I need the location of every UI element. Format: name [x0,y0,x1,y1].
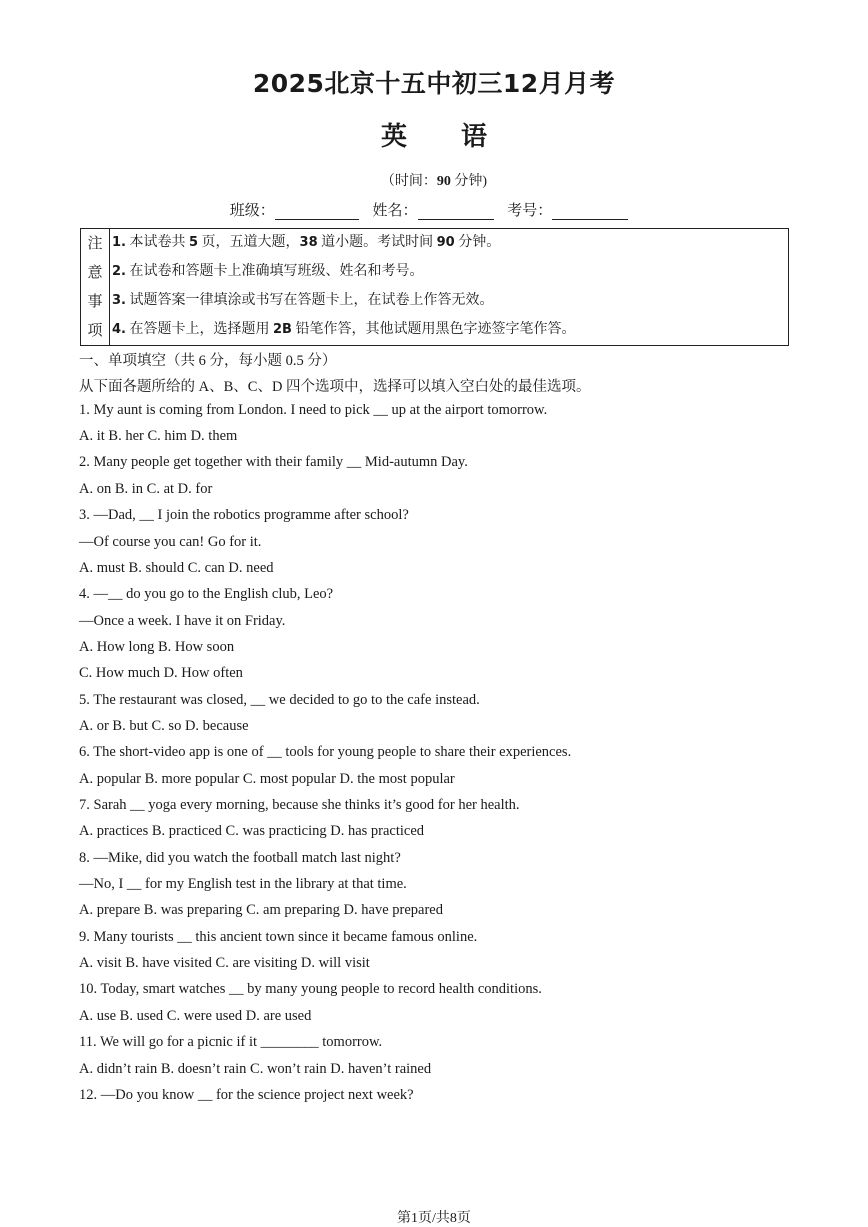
notice-item-pre: 本试卷共 [125,235,189,250]
question-line: A. visit B. have visited C. are visiting D. will visit [79,955,370,972]
question-line: 8. —Mike, did you watch the football match last night? [79,849,401,866]
subject-title: 英语 [380,122,541,152]
notice-side-char: 项 [87,323,103,339]
notice-box [80,228,789,346]
question-line: 5. The restaurant was closed, __ we decided to go to the cafe instead. [79,691,480,708]
question-line: A. prepare B. was preparing C. am preparing D. have prepared [79,902,443,919]
question-line: —No, I __ for my English test in the library at that time. [79,876,407,892]
section-heading: 一、单项填空（共 6 分，每小题 0.5 分） [79,353,337,369]
question-line: 3. —Dad, __ I join the robotics programme after school? [79,507,409,524]
duration-prefix: （时间： [380,174,437,189]
notice-item-pre: 在答题卡上，选择题用 [125,322,273,337]
question-line: 1. My aunt is coming from London. I need to pick __ up at the airport tomorrow. [79,401,548,418]
section-heading: 从下面各题所给的 A、B、C、D 四个选项中，选择可以填入空白处的最佳选项。 [79,379,591,396]
notice-item-num: 3. [112,293,126,308]
question-line: A. popular B. more popular C. most popular D. the most popular [79,770,455,787]
notice-side-char: 注 [87,236,103,252]
question-line: A. practices B. practiced C. was practicing D. has practiced [79,823,425,840]
exam-no-label: 考号： [507,203,553,219]
exam-duration [0,170,868,190]
notice-item-num: 2. [112,264,126,279]
notice-item-pre: 在试卷和答题卡上准确填写班级、姓名和考号。 [125,264,424,279]
question-line: —Of course you can! Go for it. [79,533,262,550]
student-info-row [0,199,868,220]
notice-item-num: 4. [112,322,126,337]
question-line: A. How long B. How soon [79,638,235,655]
notice-item-pre: 试题答案一律填涂或书写在答题卡上，在试卷上作答无效。 [125,293,494,308]
notice-item-mid: 页，五道大题， [198,235,300,250]
question-line: 9. Many tourists __ this ancient town since it became famous online. [79,928,478,945]
notice-item [112,260,423,280]
notice-item [112,231,500,251]
question-line: 6. The short-video app is one of __ tools for young people to share their experiences. [79,744,572,761]
question-line: 10. Today, smart watches __ by many young people to record health conditions. [79,981,542,998]
duration-value: 90 [436,174,451,189]
notice-item [112,318,575,338]
notice-item-post: 分钟。 [454,235,501,250]
notice-item-mid: 铅笔作答，其他试题用黑色字迹签字笔作答。 [291,322,576,337]
question-line: 2. Many people get together with their family __ Mid-autumn Day. [79,454,468,471]
duration-suffix: 分钟) [450,174,488,189]
notice-item-b1: 2B [272,322,292,337]
question-line: A. must B. should C. can D. need [79,559,274,576]
notice-item-b3: 90 [436,235,455,250]
exam-no-blank[interactable] [552,205,628,220]
notice-side-label [81,229,110,345]
name-blank[interactable] [418,205,494,220]
question-line: 7. Sarah __ yoga every morning, because she thinks it’s good for her health. [79,797,520,813]
notice-item-num: 1. [112,235,126,250]
question-line: A. use B. used C. were used D. are used [79,1007,312,1024]
name-label: 姓名： [372,203,418,219]
page-footer: 第1页/共8页 [397,1211,471,1226]
notice-side-char: 意 [87,265,103,281]
question-line: A. didn’t rain B. doesn’t rain C. won’t rain D. haven’t rained [79,1060,432,1077]
question-line: A. on B. in C. at D. for [79,480,213,497]
question-line: —Once a week. I have it on Friday. [79,612,286,629]
question-line: A. it B. her C. him D. them [79,428,238,445]
notice-item-b1: 5 [188,235,199,250]
class-blank[interactable] [275,205,359,220]
notice-item-b2: 38 [299,235,318,250]
exam-title: 2025北京十五中初三12月月考 [252,69,616,98]
question-line: 12. —Do you know __ for the science project next week? [79,1086,414,1103]
question-line: C. How much D. How often [79,665,243,682]
class-label: 班级： [229,203,275,219]
notice-side-char: 事 [87,294,103,310]
question-line: A. or B. but C. so D. because [79,717,249,734]
question-line: 11. We will go for a picnic if it ________ tomorrow. [79,1034,383,1051]
notice-item [112,289,493,309]
question-line: 4. —__ do you go to the English club, Leo? [79,586,334,603]
notice-item-mid2: 道小题。考试时间 [317,235,437,250]
